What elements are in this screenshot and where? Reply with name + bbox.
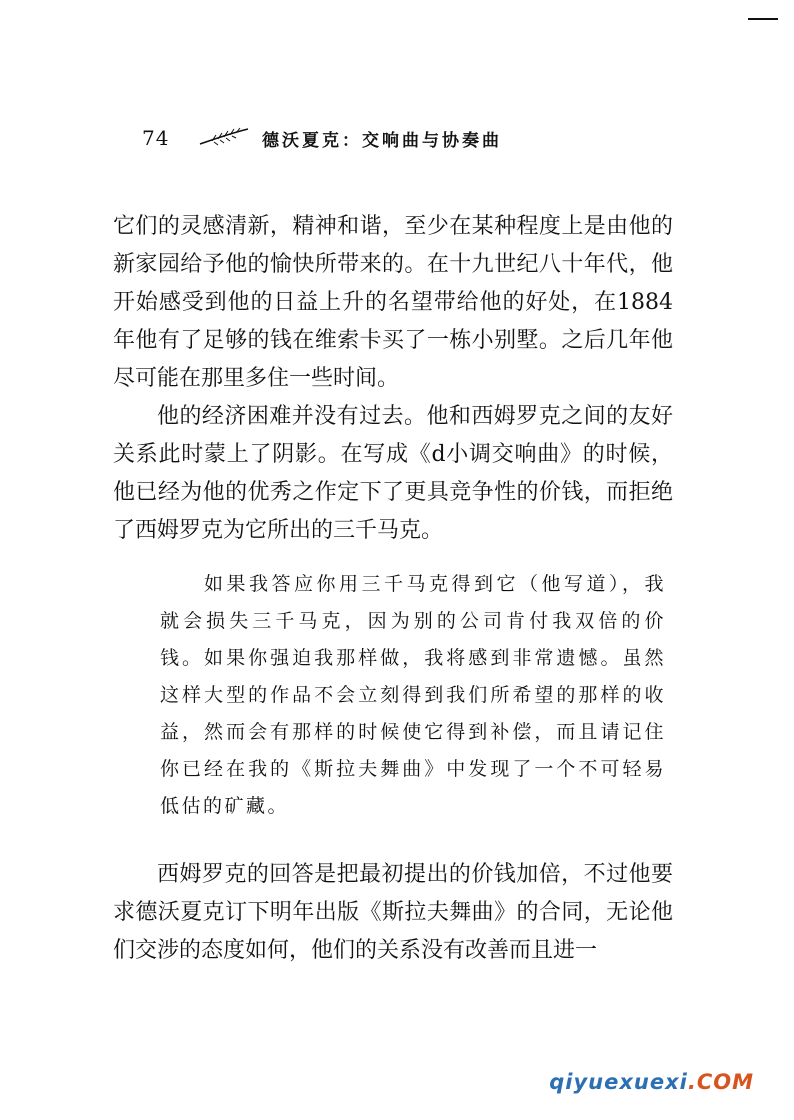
watermark-domain: qiyuexuexi	[549, 1070, 688, 1094]
page-header	[130, 124, 690, 154]
running-title: 德沃夏克：交响曲与协奏曲	[262, 131, 502, 151]
paragraph-3: 西姆罗克的回答是把最初提出的价钱加倍，不过他要求德沃夏克订下明年出版《斯拉夫舞曲》的合同，无论他们交涉的态度如何，他们的关系没有改善而且进一	[113, 862, 673, 963]
block-quote: 如果我答应你用三千马克得到它（他写道），我就会损失三千马克，因为别的公司肯付我双倍的价钱。如果你强迫我那样做，我将感到非常遗憾。虽然这样大型的作品不会立刻得到我们所希望的那样的收益，然而会有那样的时候使它得到补偿，而且请记住你已经在我的《斯拉夫舞曲》中发现了一个不可轻易低估的矿藏。	[160, 573, 666, 817]
paragraph-1: 它们的灵感清新，精神和谐，至少在某种程度上是由他的新家园给予他的愉快所带来的。在十九世纪八十年代，他开始感受到他的日益上升的名望带给他的好处，在1884年他有了足够的钱在维索卡买了一栋小别墅。之后几年他尽可能在那里多住一些时间。	[113, 214, 673, 391]
page-number: 74	[142, 126, 170, 150]
site-watermark	[549, 1070, 754, 1094]
corner-rule	[748, 18, 778, 20]
feather-ornament-icon	[198, 126, 252, 148]
watermark-tld: .COM	[687, 1070, 754, 1094]
paragraph-2: 他的经济困难并没有过去。他和西姆罗克之间的友好关系此时蒙上了阴影。在写成《d小调交响曲》的时候，他已经为他的优秀之作定下了更具竞争性的价钱，而拒绝了西姆罗克为它所出的三千马克。	[113, 404, 673, 543]
